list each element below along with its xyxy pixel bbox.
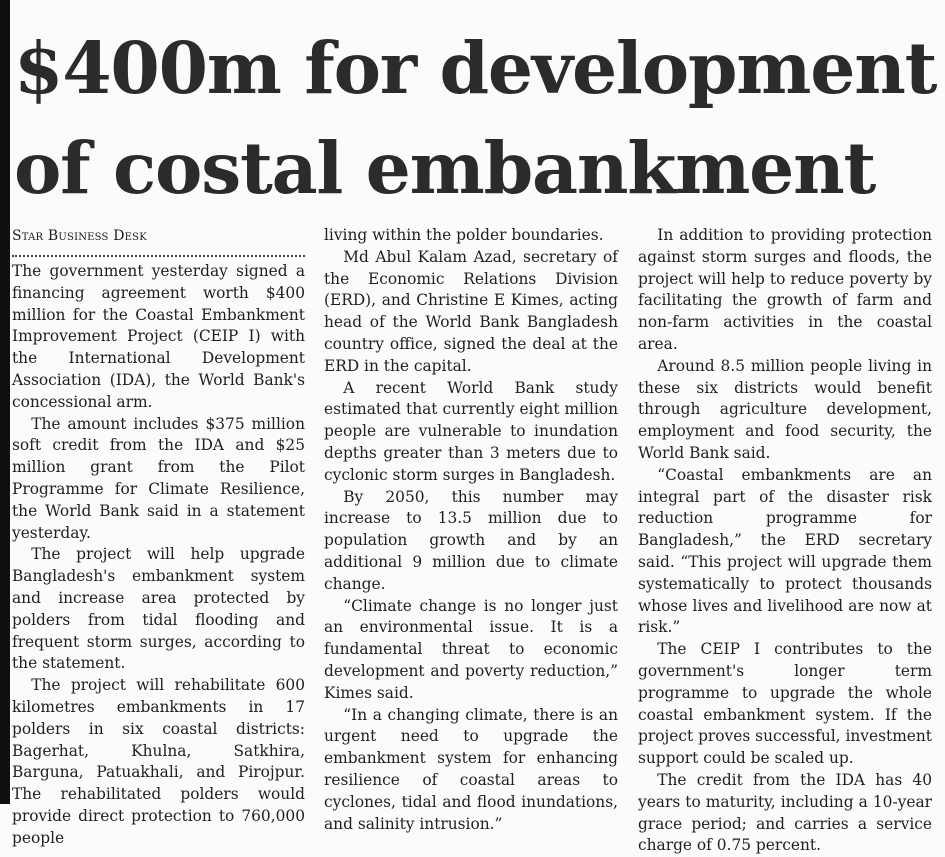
- paragraph: A recent World Bank study estimated that currently eight million people are vulnerable to inundation depths greater than 3 meters due to cyclonic storm surges in Bangladesh.: [324, 378, 618, 484]
- paragraph: The amount includes $375 million soft credit from the IDA and $25 million grant from the Pilot Programme for Climate Resilience, the World Bank said in a statement yesterday.: [12, 414, 305, 542]
- paragraph: “In a changing climate, there is an urgent need to upgrade the embankment system for enhancing resilience of coastal areas to cyclones, tidal and flood inundations, and salinity intrusion.”: [324, 705, 618, 833]
- article-column-2: [324, 225, 618, 835]
- paragraph: The credit from the IDA has 40 years to maturity, including a 10-year grace period; and carries a service charge of 0.75 percent.: [638, 770, 932, 855]
- paragraph: Md Abul Kalam Azad, secretary of the Economic Relations Division (ERD), and Christine E Kimes, acting head of the World Bank Bangladesh country office, signed the deal at the ERD in the capital.: [324, 247, 618, 375]
- paragraph: “Coastal embankments are an integral part of the disaster risk reduction programme for Bangladesh,” the ERD secretary said. “This project will upgrade them systematically to protect thousands whose lives and livelihood are now at risk.”: [638, 465, 932, 637]
- paragraph: “Climate change is no longer just an environmental issue. It is a fundamental threat to economic development and poverty reduction,” Kimes said.: [324, 596, 618, 702]
- article-column-3: [638, 225, 932, 857]
- byline: Star Business Desk: [12, 228, 147, 244]
- paragraph: living within the polder boundaries.: [324, 226, 604, 244]
- paragraph: The project will help upgrade Bangladesh's embankment system and increase area protected by polders from tidal flooding and frequent storm surges, according to the statement.: [12, 545, 305, 673]
- byline-divider: [12, 249, 305, 257]
- paragraph: The CEIP I contributes to the government's longer term programme to upgrade the whole coastal embankment system. If the project proves successful, investment support could be scaled up.: [638, 640, 932, 768]
- paragraph: By 2050, this number may increase to 13.5 million due to population growth and by an additional 9 million due to climate change.: [324, 487, 618, 593]
- paragraph: Around 8.5 million people living in these six districts would benefit through agriculture development, employment and food security, the World Bank said.: [638, 356, 932, 462]
- paragraph: In addition to providing protection against storm surges and floods, the project will help to reduce poverty by facilitating the growth of farm and non-farm activities in the coastal area.: [638, 226, 932, 353]
- page-edge-shadow: [0, 0, 10, 804]
- paragraph: The project will rehabilitate 600 kilometres embankments in 17 polders in six coastal districts: Bagerhat, Khulna, Satkhira, Barguna, Patuakhali, and Pirojpur. The rehabilitated polders would provide direct protection to 760,000 people: [12, 676, 305, 847]
- headline-line-1: $400m for development: [14, 26, 937, 110]
- paragraph: The government yesterday signed a financing agreement worth $400 million for the Coastal Embankment Improvement Project (CEIP I) with the International Development Association (IDA), the World Bank's concessional arm.: [12, 262, 305, 411]
- headline-line-2: of costal embankment: [14, 126, 876, 210]
- headline: [14, 18, 942, 218]
- article-column-1: [12, 225, 305, 850]
